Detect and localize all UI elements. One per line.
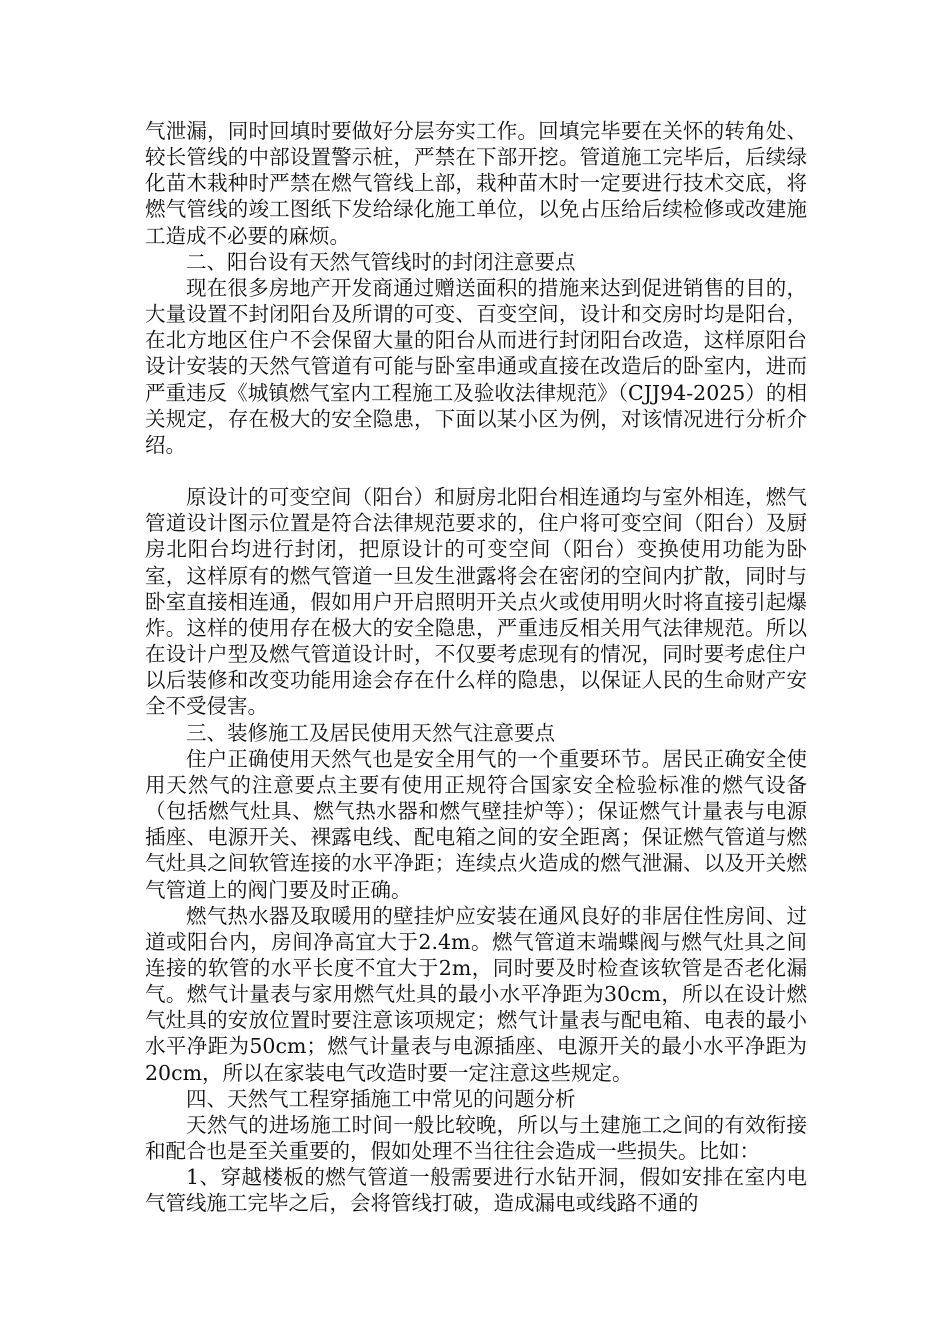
paragraph-coordination-intro: 天然气的进场施工时间一般比较晚，所以与土建施工之间的有效衔接和配合也是至关重要的，假如处理不当往往会造成一些损失。比如： bbox=[145, 1112, 807, 1164]
paragraph-balcony-case: 原设计的可变空间（阳台）和厨房北阳台相连通均与室外相连，燃气管道设计图示位置是符合法律规范要求的，住户将可变空间（阳台）及厨房北阳台均进行封闭，把原设计的可变空间（阳台）变换使用功能为卧室，这样原有的燃气管道一旦发生泄露将会在密闭的空间内扩散，同时与卧室直接相连通，假如用户开启照明开关点火或使用明火时将直接引起爆炸。这样的使用存在极大的安全隐患，严重违反相关用气法律规范。所以在设计户型及燃气管道设计时，不仅要考虑现有的情况，同时要考虑住户以后装修和改变功能用途会存在什么样的隐患，以保证人民的生命财产安全不受侵害。 bbox=[145, 485, 807, 719]
section-heading-coordination: 四、天然气工程穿插施工中常见的问题分析 bbox=[186, 1086, 576, 1111]
document-page bbox=[145, 118, 807, 1217]
paragraph-heater-distances: 燃气热水器及取暖用的壁挂炉应安装在通风良好的非居住性房间、过道或阳台内，房间净高宜大于2.4m。燃气管道末端蝶阀与燃气灶具之间连接的软管的水平长度不宜大于2m，同时要及时检查该软管是否老化漏气。燃气计量表与家用燃气灶具的最小水平净距为30cm，所以在设计燃气灶具的安放位置时要注意该项规定；燃气计量表与配电箱、电表的最小水平净距为50cm；燃气计量表与电源插座、电源开关的最小水平净距为20cm，所以在家装电气改造时要一定注意这些规定。 bbox=[145, 903, 807, 1085]
section-heading-renovation: 三、装修施工及居民使用天然气注意要点 bbox=[186, 720, 555, 745]
section-heading-balcony: 二、阳台设有天然气管线时的封闭注意要点 bbox=[186, 249, 576, 274]
paragraph-backfill: 气泄漏，同时回填时要做好分层夯实工作。回填完毕要在关怀的转角处、较长管线的中部设置警示桩，严禁在下部开挖。管道施工完毕后，后续绿化苗木栽种时严禁在燃气管线上部，栽种苗木时一定要进行技术交底，将燃气管线的竣工图纸下发给绿化施工单位，以免占压给后续检修或改建施工造成不必要的麻烦。 bbox=[145, 119, 807, 248]
paragraph-balcony-intro: 现在很多房地产开发商通过赠送面积的措施来达到促进销售的目的，大量设置不封闭阳台及所谓的可变、百变空间，设计和交房时均是阳台，在北方地区住户不会保留大量的阳台从而进行封闭阳台改造，这样原阳台设计安装的天然气管道有可能与卧室串通或直接在改造后的卧室内，进而严重违反《城镇燃气室内工程施工及验收法律规范》（CJJ94-2025）的相关规定，存在极大的安全隐患，下面以某小区为例，对该情况进行分析介绍。 bbox=[145, 275, 807, 457]
paragraph-resident-usage: 住户正确使用天然气也是安全用气的一个重要环节。居民正确安全使用天然气的注意要点主要有使用正规符合国家安全检验标准的燃气设备（包括燃气灶具、燃气热水器和燃气壁挂炉等）；保证燃气计量表与电源插座、电源开关、裸露电线、配电箱之间的安全距离；保证燃气管道与燃气灶具之间软管连接的水平净距；连续点火造成的燃气泄漏、以及开关燃气管道上的阀门要及时正确。 bbox=[145, 746, 807, 902]
blank-line bbox=[145, 458, 807, 484]
paragraph-item-1: 1、穿越楼板的燃气管道一般需要进行水钻开洞，假如安排在室内电气管线施工完毕之后，会将管线打破，造成漏电或线路不通的 bbox=[145, 1165, 807, 1216]
